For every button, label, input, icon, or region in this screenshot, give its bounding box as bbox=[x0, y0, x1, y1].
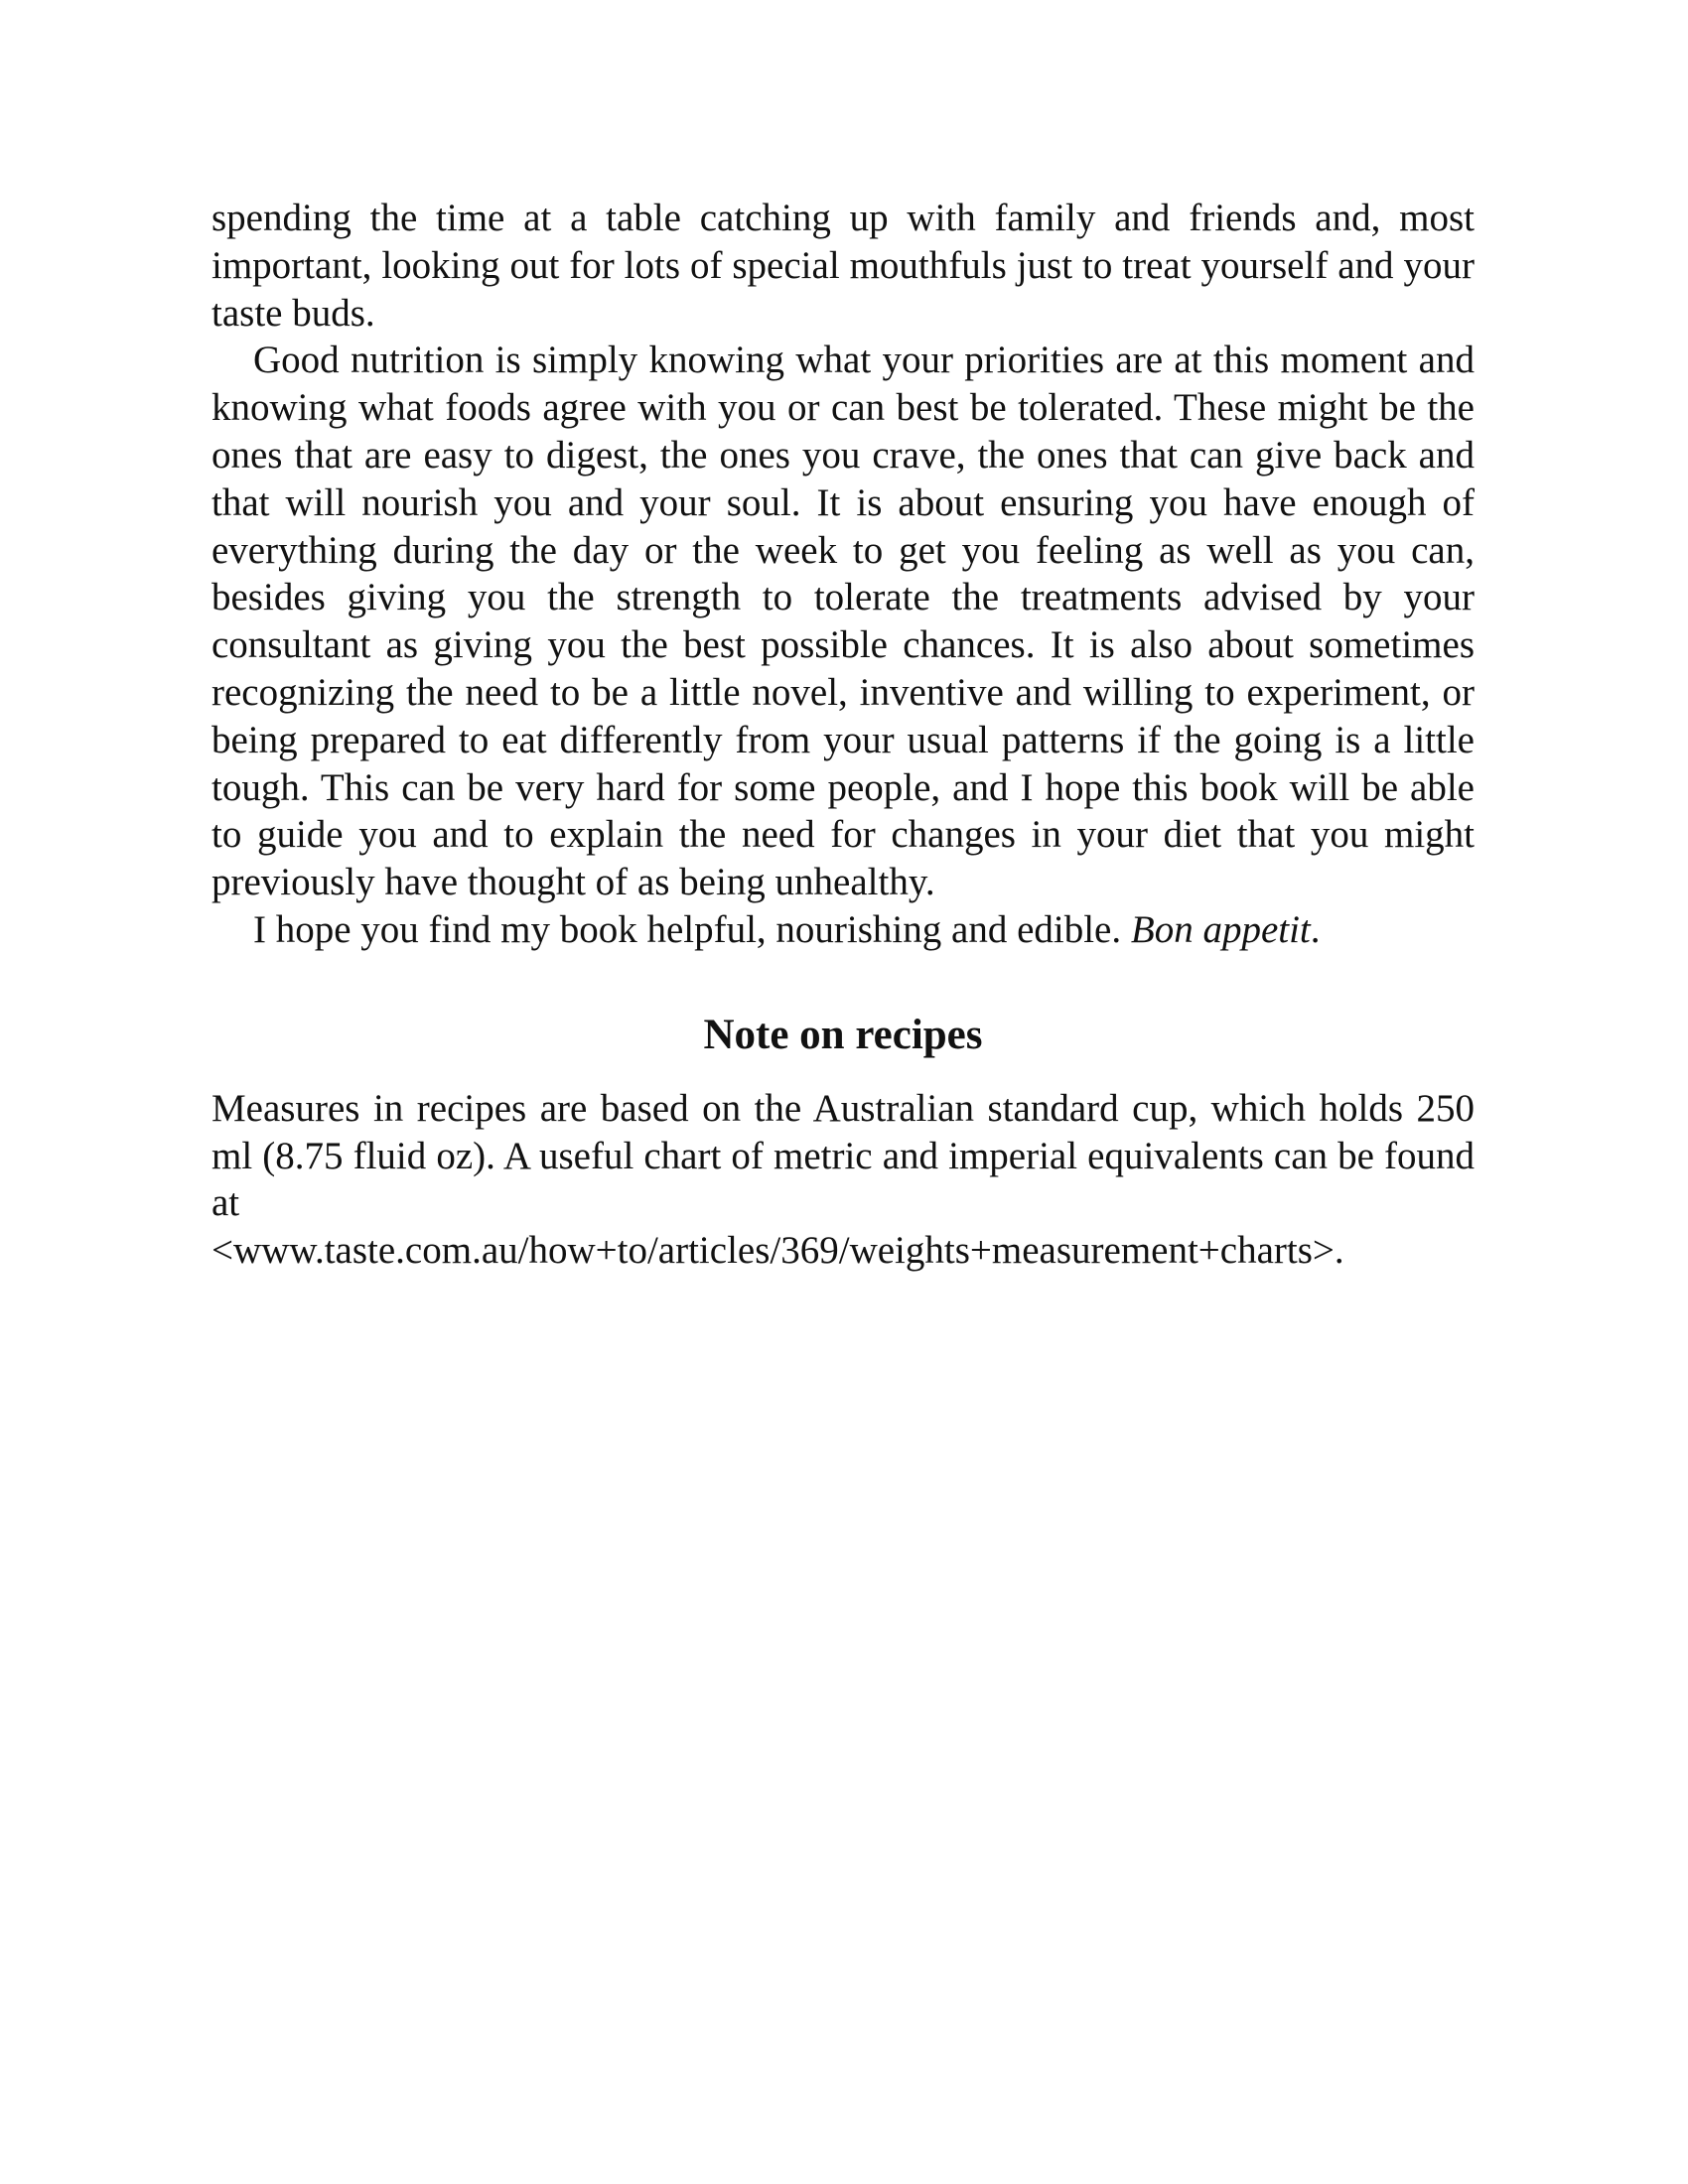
paragraph-closing bbox=[211, 906, 1475, 954]
body-text bbox=[211, 195, 1475, 1275]
closing-text: I hope you find my book helpful, nourishing and edible. bbox=[253, 907, 1122, 951]
recipes-paragraph: Measures in recipes are based on the Australian standard cup, which holds 250 ml (8.75 fluid oz). A useful chart of metric and imperial equivalents can be found at bbox=[211, 1086, 1475, 1225]
recipes-url: <www.taste.com.au/how+to/articles/369/weights+measurement+charts>. bbox=[211, 1229, 1344, 1273]
closing-italic: Bon appetit bbox=[1130, 907, 1311, 951]
section-heading: Note on recipes bbox=[703, 1011, 983, 1058]
paragraph-good-nutrition: Good nutrition is simply knowing what your priorities are at this moment and knowing what foods agree with you or can best be tolerated. These might be the ones that are easy to digest, the ones you crave, the ones that can give back and that will nourish you and your soul. It is about ensuring you have enough of everything during the day or the week to get you feeling as well as you can, besides giving you the strength to tolerate the treatments advised by your consultant as giving you the best possible chances. It is also about sometimes recognizing the need to be a little novel, inventive and willing to experiment, or being prepared to eat differently from your usual patterns if the going is a little tough. This can be very hard for some people, and I hope this book will be able to guide you and to explain the need for changes in your diet that you might previously have thought of as being unhealthy. bbox=[211, 339, 1475, 904]
paragraph-continuation: spending the time at a table catching up with family and friends and, most important, looking out for lots of special mouthfuls just to treat yourself and your taste buds. bbox=[211, 197, 1475, 335]
closing-end: . bbox=[1310, 907, 1321, 951]
